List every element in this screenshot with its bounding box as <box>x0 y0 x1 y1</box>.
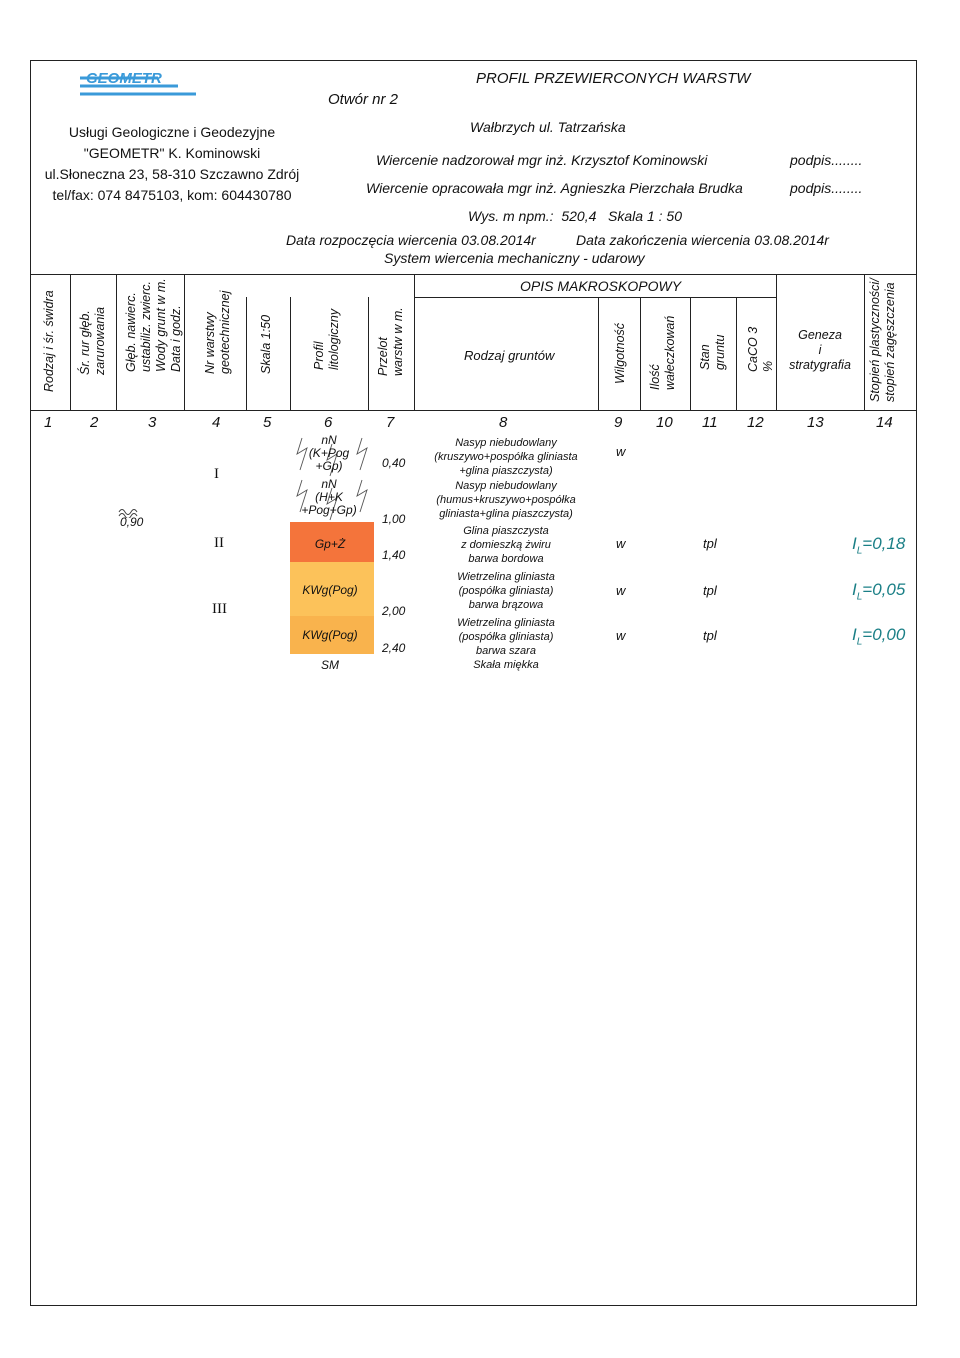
elevation-scale: Wys. m npm.: 520,4 Skala 1 : 50 <box>468 208 682 224</box>
col-num-2: 2 <box>90 414 99 431</box>
soil-description-3: Glina piaszczysta z domieszką żwiru barwa bordowa <box>461 525 551 565</box>
table-top-line <box>31 274 916 275</box>
soil-description-6: Skała miękka <box>473 659 539 671</box>
col-sep <box>776 274 777 410</box>
col-sep <box>246 297 247 410</box>
layer-number: II <box>214 535 224 551</box>
logo-text: GEOMETR <box>86 70 162 87</box>
supervised-signature: podpis........ <box>790 152 863 168</box>
col-sep <box>70 274 71 410</box>
depth-value: 1,40 <box>382 548 406 562</box>
col-header-8: Rodzaj gruntów <box>464 348 555 363</box>
col-num-11: 11 <box>702 414 718 431</box>
col-num-9: 9 <box>614 414 623 431</box>
drilling-system: System wiercenia mechaniczny - udarowy <box>384 250 645 266</box>
col-num-3: 3 <box>148 414 157 431</box>
col-header-9: Wilgotność <box>613 322 627 384</box>
col-num-14: 14 <box>876 414 893 431</box>
plasticity-index: $I_L=0,18$ <box>852 534 906 557</box>
plasticity-index: $I_L=0,00$ <box>852 625 906 648</box>
plasticity-index: $I_L=0,05$ <box>852 580 906 603</box>
col-header-12: CaCO 3 % <box>746 326 775 372</box>
profile-label-fill-1: nN (K+Pog +Gp) <box>308 433 350 473</box>
col-num-13: 13 <box>807 414 824 431</box>
col-header-14: Stopień plastyczności/ stopień zagęszczenia <box>868 278 897 402</box>
start-date: Data rozpoczęcia wiercenia 03.08.2014r <box>286 232 536 248</box>
col-sep <box>690 297 691 410</box>
end-date: Data zakończenia wiercenia 03.08.2014r <box>576 232 829 248</box>
col-sep <box>368 297 369 410</box>
profile-label-fill-2: nN (H+K +Pog+Gp) <box>301 477 357 517</box>
depth-value: 1,00 <box>382 512 406 526</box>
layer-number: III <box>212 601 227 617</box>
col-sep <box>414 274 415 410</box>
soil-state: tpl <box>703 536 717 551</box>
geometr-logo <box>78 68 198 100</box>
supervised-by: Wiercenie nadzorował mgr inż. Krzysztof Kominowski <box>376 152 708 168</box>
prepared-by: Wiercenie opracowała mgr inż. Agnieszka Pierzchała Brudka <box>366 180 743 196</box>
opis-line <box>414 297 776 298</box>
header-bottom-line <box>31 410 916 411</box>
company-line-4: tel/fax: 074 8475103, kom: 604430780 <box>52 187 292 203</box>
document-title: PROFIL PRZEWIERCONYCH WARSTW <box>476 70 751 87</box>
col-header-5: Skala 1:50 <box>259 314 273 374</box>
col-num-8: 8 <box>499 414 508 431</box>
layer-number: I <box>214 466 219 482</box>
depth-value: 0,40 <box>382 456 406 470</box>
col-num-10: 10 <box>656 414 673 431</box>
col-sep <box>290 297 291 410</box>
prepared-signature: podpis........ <box>790 180 863 196</box>
soil-description-2: Nasyp niebudowlany (humus+kruszywo+pospółka gliniasta+glina piaszczysta) <box>436 480 576 520</box>
profile-label-kwg-1: KWg(Pog) <box>302 583 358 597</box>
col-header-3: Głęb. nawierc. ustabiliz. zwierc. Wody grunt w m. Data i godz. <box>124 278 183 372</box>
bore-number: Otwór nr 2 <box>328 91 399 108</box>
moisture-value: w <box>616 444 626 459</box>
col-header-11: Stan gruntu <box>698 334 727 370</box>
col-sep <box>598 297 599 410</box>
col-header-6: Profil litologiczny <box>312 308 341 370</box>
company-line-2: "GEOMETR" K. Kominowski <box>83 145 261 161</box>
company-info <box>32 122 312 206</box>
col-num-1: 1 <box>44 414 53 431</box>
col-sep <box>116 274 117 410</box>
depth-value: 2,00 <box>382 604 406 618</box>
soil-description-5: Wietrzelina gliniasta (pospółka gliniasta) barwa szara <box>457 617 555 657</box>
col-num-7: 7 <box>386 414 395 431</box>
water-level-depth: 0,90 <box>120 515 144 529</box>
moisture-value: w <box>616 628 626 643</box>
soil-description-4: Wietrzelina gliniasta (pospółka gliniasta) barwa brązowa <box>457 571 555 611</box>
col-num-4: 4 <box>212 414 221 431</box>
col-sep <box>640 297 641 410</box>
col-sep <box>864 274 865 410</box>
depth-value: 2,40 <box>382 641 406 655</box>
profile-label-gp: Gp+Ż <box>314 537 346 551</box>
col-header-4: Nr warstwy geotechnicznej <box>203 290 232 374</box>
profile-label-sm: SM <box>321 658 339 672</box>
company-line-3: ul.Słoneczna 23, 58-310 Szczawno Zdrój <box>44 166 300 182</box>
location: Wałbrzych ul. Tatrzańska <box>470 119 626 135</box>
company-line-1: Usługi Geologiczne i Geodezyjne <box>68 124 276 140</box>
col-header-1: Rodzaj i śr. świdra <box>42 290 56 392</box>
soil-state: tpl <box>703 583 717 598</box>
col-num-5: 5 <box>263 414 272 431</box>
opis-makroskopowy: OPIS MAKROSKOPOWY <box>520 278 682 294</box>
col-num-12: 12 <box>747 414 764 431</box>
col-header-7: Przelot warstw w m. <box>376 307 405 376</box>
col-sep <box>184 274 185 410</box>
col-num-6: 6 <box>324 414 333 431</box>
col-sep <box>736 297 737 410</box>
moisture-value: w <box>616 536 626 551</box>
col-header-2: Śr. rur głęb. zarurowania <box>78 306 107 375</box>
col-header-10: Ilość wałeczkowań <box>648 315 677 390</box>
soil-state: tpl <box>703 628 717 643</box>
soil-description-1: Nasyp niebudowlany (kruszywo+pospółka gliniasta +glina piaszczysta) <box>434 437 578 477</box>
col-header-13: Geneza i stratygrafia <box>789 328 851 372</box>
profile-label-kwg-2: KWg(Pog) <box>302 628 358 642</box>
moisture-value: w <box>616 583 626 598</box>
